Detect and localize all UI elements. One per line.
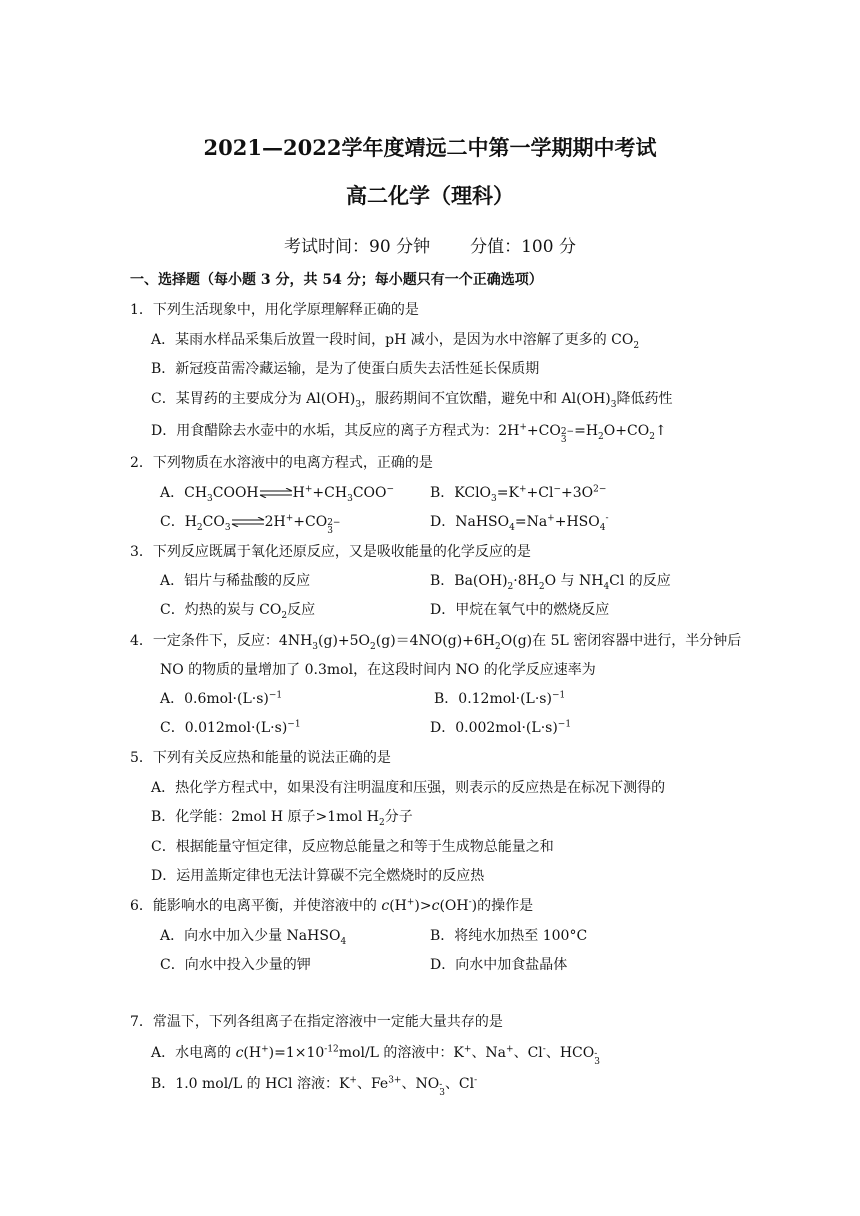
question-1-option-c: C．某胃药的主要成分为 $Al(OH)_3$，服药期间不宜饮醋，避免中和 $Al(OH)_3$降低药性 <box>151 391 673 410</box>
question-6-option-b: B．将纯水加热至 100°C <box>430 928 588 944</box>
question-5-option-d: D．运用盖斯定律也无法计算碳不完全燃烧时的反应热 <box>151 868 485 884</box>
question-3-option-b: B．$Ba(OH)_2\cdot 8H_2O$ 与 $NH_4Cl$ 的反应 <box>430 573 671 592</box>
question-2-option-d: D．$NaHSO_4=Na^++HSO_4^-$ <box>430 513 609 533</box>
question-5-stem: 5．下列有关反应热和能量的说法正确的是 <box>130 750 391 766</box>
question-4-option-d: D．$0.002mol\cdot(L\cdot s)^{-1}$ <box>430 719 572 736</box>
exam-time: 考试时间：90 分钟 <box>284 237 431 257</box>
exam-score: 分值：100 分 <box>470 237 576 257</box>
question-2-option-b: B．$KClO_3=K^++Cl^-+3O^{2-}$ <box>430 484 607 504</box>
question-3-option-d: D．甲烷在氧气中的燃烧反应 <box>430 602 610 618</box>
question-7-option-a: A．水电离的 $c(H^+)=1\times 10^{-12}mol/L$ 的溶液中：K+、Na+、Cl-、HCO - 3 <box>151 1044 600 1067</box>
question-2-option-c: C．$H_2CO_3$ 2H++CO 2− 3 <box>160 513 341 536</box>
question-2-stem: 2．下列物质在水溶液中的电离方程式，正确的是 <box>130 455 433 471</box>
question-6-option-a: A．向水中加入少量 NaHSO$_4$ <box>160 928 347 947</box>
question-7-stem: 7．常温下，下列各组离子在指定溶液中一定能大量共存的是 <box>130 1014 503 1030</box>
exam-title: 2021—2022学年度靖远二中第一学期期中考试 <box>203 135 657 160</box>
exam-subtitle: 高二化学（理科） <box>346 183 514 208</box>
question-4-stem-continued: NO 的物质的量增加了 0.3mol，在这段时间内 NO 的化学反应速率为 <box>160 662 596 678</box>
question-4-option-c: C．$0.012mol\cdot(L\cdot s)^{-1}$ <box>160 719 301 736</box>
section-heading: 一、选择题（每小题 3 分，共 54 分；每小题只有一个正确选项） <box>130 272 543 288</box>
question-4-stem: 4．一定条件下，反应：$4NH_3(g)+5O_2(g)=4NO(g)+6H_2O(g)$在 5L 密闭容器中进行，半分钟后 <box>130 633 742 652</box>
question-3-option-c: C．灼热的炭与 $CO_2$反应 <box>160 602 316 621</box>
reversible-arrow-icon <box>259 488 293 498</box>
question-2-option-a: A．$CH_3COOH$ $H^++CH_3COO^-$ <box>160 484 395 504</box>
question-1-stem: 1．下列生活现象中，用化学原理解释正确的是 <box>130 302 419 318</box>
question-4-option-a: A．$0.6mol\cdot(L\cdot s)^{-1}$ <box>160 690 283 707</box>
exam-meta <box>0 232 860 257</box>
question-1-option-d: D．用食醋除去水壶中的水垢，其反应的离子方程式为：2H++CO 2− 3 $=H_2O+CO_2↑$ <box>151 422 667 445</box>
question-5-option-b: B．化学能：2mol H 原子>1mol $H_2$分子 <box>151 809 413 828</box>
question-3-option-a: A．铝片与稀盐酸的反应 <box>160 573 311 589</box>
question-4-option-b: B．$0.12mol\cdot(L\cdot s)^{-1}$ <box>434 690 566 707</box>
question-5-option-a: A．热化学方程式中，如果没有注明温度和压强，则表示的反应热是在标况下测得的 <box>151 780 666 796</box>
question-1-option-a: A．某雨水样品采集后放置一段时间，pH 减小，是因为水中溶解了更多的 $CO_2$ <box>151 332 640 351</box>
question-6-option-c: C．向水中投入少量的钾 <box>160 957 311 973</box>
question-1-option-b: B．新冠疫苗需冷藏运输，是为了使蛋白质失去活性延长保质期 <box>151 361 540 377</box>
question-6-stem: 6．能影响水的电离平衡，并使溶液中的 c(H+)>c(OH-)的操作是 <box>130 897 534 914</box>
question-6-option-d: D．向水中加食盐晶体 <box>430 957 568 973</box>
reversible-arrow-icon <box>231 517 265 527</box>
question-7-option-b: B．1.0 mol/L 的 HCl 溶液：K+、$Fe^{3+}$、NO - 3 、Cl- <box>151 1075 478 1098</box>
question-3-stem: 3．下列反应既属于氧化还原反应，又是吸收能量的化学反应的是 <box>130 544 531 560</box>
question-5-option-c: C．根据能量守恒定律，反应物总能量之和等于生成物总能量之和 <box>151 839 554 855</box>
